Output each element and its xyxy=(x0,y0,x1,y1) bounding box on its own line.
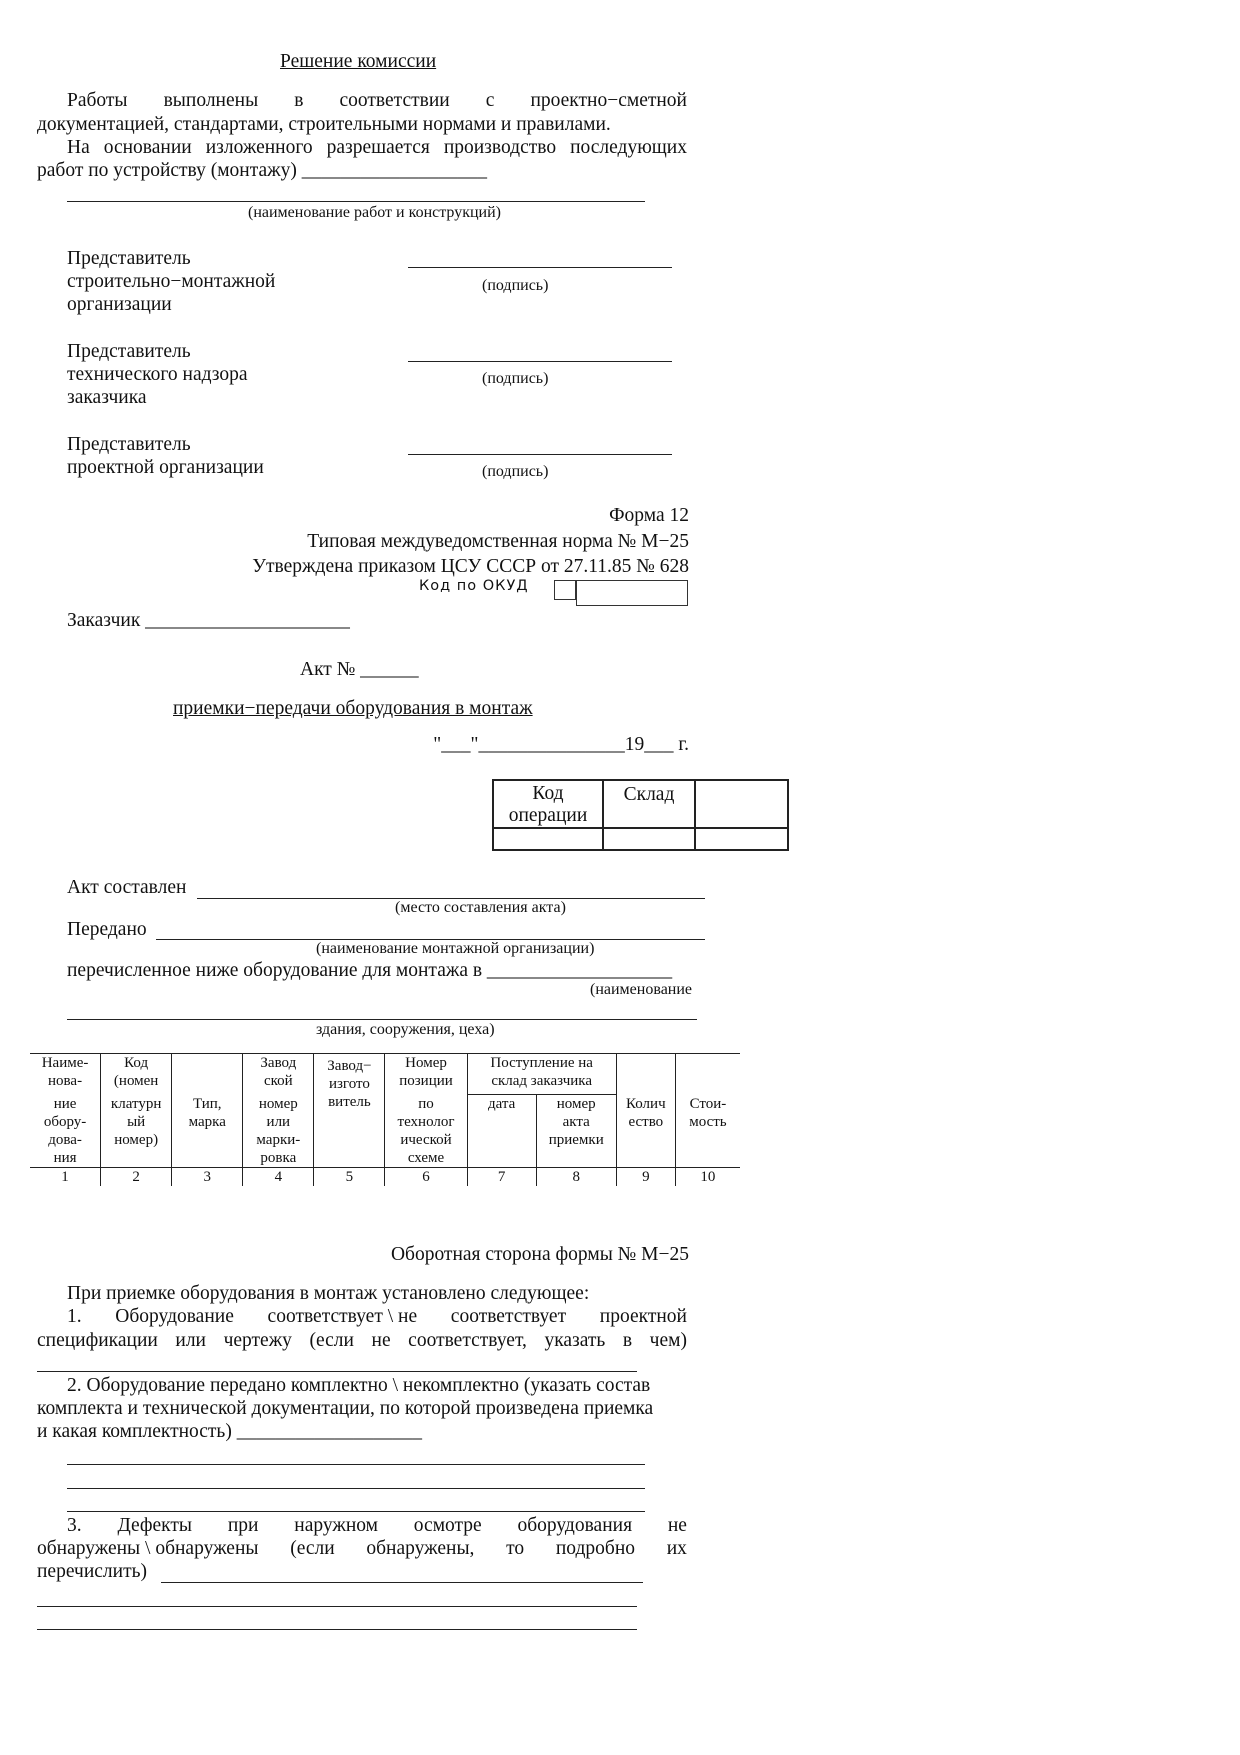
word: 3. xyxy=(67,1515,82,1536)
warehouse-header: Склад xyxy=(603,780,695,828)
word: обнаружены \ обнаружены xyxy=(37,1538,259,1559)
okud-code-box-small[interactable] xyxy=(554,580,576,600)
signature-line-design[interactable] xyxy=(408,454,672,455)
word: проектной xyxy=(599,1306,687,1327)
word: наружном xyxy=(294,1515,378,1536)
word: соответствии xyxy=(339,90,450,111)
commission-paragraph-1-line-2: документацией, стандартами, строительными нормами и правилами. xyxy=(37,114,611,135)
signature-block-design xyxy=(67,433,264,479)
word: Дефекты xyxy=(117,1515,193,1536)
signature-block-smo xyxy=(67,247,275,316)
form-number: Форма 12 xyxy=(609,505,689,526)
signature-caption: (подпись) xyxy=(482,370,549,387)
word: производство xyxy=(443,137,557,158)
word: не xyxy=(667,1515,687,1536)
eq-col-number: 2 xyxy=(101,1168,172,1187)
word: 1. xyxy=(67,1306,82,1327)
item2-line2: комплекта и технической документации, по которой произведена приемка xyxy=(37,1398,654,1419)
word: при xyxy=(227,1515,259,1536)
item2-line3[interactable]: и какая комплектность) ___________________ xyxy=(37,1421,422,1442)
eq-col6-head-cont: по технолог ической схеме xyxy=(385,1095,467,1168)
word: обнаружены, xyxy=(366,1538,475,1559)
item1-fill-line[interactable] xyxy=(37,1371,637,1372)
signature-line-smo[interactable] xyxy=(408,267,672,268)
word: с xyxy=(485,90,495,111)
item2-fill-line[interactable] xyxy=(67,1511,645,1512)
signature-caption: (подпись) xyxy=(482,463,549,480)
commission-title: Решение комиссии xyxy=(280,51,437,72)
signature-block-supervision xyxy=(67,340,248,409)
word: то xyxy=(506,1538,525,1559)
word: основании xyxy=(103,137,192,158)
item2-line1: 2. Оборудование передано комплектно \ некомплектно (указать состав xyxy=(67,1375,651,1396)
commission-paragraph-1-line-1 xyxy=(67,89,687,112)
signature-caption: (подпись) xyxy=(482,277,549,294)
word: чем) xyxy=(649,1330,687,1351)
eq-col7-head: дата xyxy=(467,1095,536,1168)
word: подробно xyxy=(555,1538,636,1559)
item3-fill-line[interactable] xyxy=(161,1582,643,1583)
eq-col4-head: Завод ской xyxy=(243,1054,314,1095)
eq-col10-head: Стои- мость xyxy=(675,1054,740,1168)
word: спецификации xyxy=(37,1330,158,1351)
word: выполнены xyxy=(163,90,259,111)
commission-paragraph-2-line-1 xyxy=(67,136,687,159)
op-extra-cell[interactable] xyxy=(695,828,788,850)
reverse-intro: При приемке оборудования в монтаж установлено следующее: xyxy=(67,1283,590,1304)
okud-code-box[interactable] xyxy=(576,580,688,606)
word: проектно−сметной xyxy=(530,90,687,111)
word: (если xyxy=(290,1538,335,1559)
eq-col-number: 5 xyxy=(314,1168,385,1187)
signature-label-line: проектной организации xyxy=(67,457,264,478)
eq-col2-head: Код (номен xyxy=(101,1054,172,1095)
item3-line2 xyxy=(37,1537,687,1560)
commission-paragraph-2-line-2: работ по устройству (монтажу) ___________________ xyxy=(37,160,487,181)
word: их xyxy=(666,1538,687,1559)
item2-fill-line[interactable] xyxy=(67,1488,645,1489)
works-fill-line[interactable] xyxy=(67,201,645,202)
eq-col9-head: Колич ество xyxy=(616,1054,675,1168)
eq-col-number: 9 xyxy=(616,1168,675,1187)
signature-label-line: организации xyxy=(67,294,172,315)
act-number[interactable]: Акт № ______ xyxy=(300,659,419,680)
word: На xyxy=(67,137,90,158)
listed-equipment-line[interactable]: перечисленное ниже оборудование для монтажа в ___________________ xyxy=(67,960,673,981)
word: соответствует \ не xyxy=(267,1306,418,1327)
warehouse-cell[interactable] xyxy=(603,828,695,850)
signature-label-line: Представитель xyxy=(67,434,191,455)
word: Оборудование xyxy=(115,1306,234,1327)
equipment-table xyxy=(30,1053,740,1186)
word: изложенного xyxy=(205,137,313,158)
eq-col3-head: Тип, марка xyxy=(172,1054,243,1168)
eq-col8-head: номер акта приемки xyxy=(536,1095,616,1168)
op-extra-header xyxy=(695,780,788,828)
okud-label: Код по ОКУД xyxy=(419,578,529,594)
word: в xyxy=(294,90,304,111)
word: разрешается xyxy=(326,137,430,158)
word: последующих xyxy=(570,137,687,158)
word: не xyxy=(371,1330,391,1351)
listed-caption: (наименование xyxy=(590,981,693,998)
op-code-header: Код операции xyxy=(493,780,603,828)
word: Работы xyxy=(67,90,128,111)
eq-col5-head: Завод− изгото витель xyxy=(314,1054,385,1168)
act-subtitle: приемки−передачи оборудования в монтаж xyxy=(173,698,533,719)
building-line[interactable] xyxy=(67,1019,697,1020)
eq-col1-head-cont: ние обору- дова- ния xyxy=(43,1095,87,1166)
eq-col2-head-cont: клатурн ый номер) xyxy=(101,1095,172,1168)
eq-col1-head: Наиме- нова- xyxy=(30,1054,101,1095)
works-caption: (наименование работ и конструкций) xyxy=(248,204,501,221)
building-caption: здания, сооружения, цеха) xyxy=(316,1021,495,1038)
signature-line-supervision[interactable] xyxy=(408,361,672,362)
item3-line3: перечислить) xyxy=(37,1561,147,1582)
eq-col4-head-cont: номер или марки- ровка xyxy=(243,1095,314,1168)
word: в xyxy=(622,1330,633,1351)
act-compiled-caption: (место составления акта) xyxy=(395,899,566,916)
word: осмотре xyxy=(413,1515,482,1536)
eq-col-number: 4 xyxy=(243,1168,314,1187)
eq-col-number: 7 xyxy=(467,1168,536,1187)
customer-field[interactable]: Заказчик _____________________ xyxy=(67,610,350,631)
form-norm: Типовая междуведомственная норма № М−25 xyxy=(307,531,689,552)
signature-label-line: технического надзора xyxy=(67,364,248,385)
item3-line1 xyxy=(67,1514,687,1537)
eq-col-number: 1 xyxy=(30,1168,101,1187)
word: чертежу xyxy=(223,1330,292,1351)
eq-col-number: 8 xyxy=(536,1168,616,1187)
word: или xyxy=(175,1330,206,1351)
signature-label-line: строительно−монтажной xyxy=(67,271,276,292)
item3-fill-line[interactable] xyxy=(37,1629,637,1630)
signature-label-line: заказчика xyxy=(67,387,147,408)
eq-col-number: 6 xyxy=(385,1168,467,1187)
form-approved: Утверждена приказом ЦСУ СССР от 27.11.85 № 628 xyxy=(252,556,689,577)
transferred-caption: (наименование монтажной организации) xyxy=(316,940,595,957)
operation-table xyxy=(492,779,789,851)
word: указать xyxy=(544,1330,606,1351)
signature-label-line: Представитель xyxy=(67,248,191,269)
eq-col6-head: Номер позиции xyxy=(385,1054,467,1095)
word: (если xyxy=(309,1330,354,1351)
item1-line1 xyxy=(67,1305,687,1328)
act-compiled-label: Акт составлен xyxy=(67,877,187,898)
eq-col-number: 10 xyxy=(675,1168,740,1187)
word: соответствует xyxy=(450,1306,567,1327)
act-date[interactable]: "___"_______________19___ г. xyxy=(433,734,689,755)
op-code-cell[interactable] xyxy=(493,828,603,850)
eq-receipt-head: Поступление на склад заказчика xyxy=(467,1054,616,1095)
item3-fill-line[interactable] xyxy=(37,1606,637,1607)
word: оборудования xyxy=(517,1515,633,1536)
word: соответствует, xyxy=(408,1330,527,1351)
item2-fill-line[interactable] xyxy=(67,1464,645,1465)
item1-line2 xyxy=(37,1329,687,1352)
eq-col-number: 3 xyxy=(172,1168,243,1187)
signature-label-line: Представитель xyxy=(67,341,191,362)
transferred-label: Передано xyxy=(67,919,147,940)
reverse-title: Оборотная сторона формы № М−25 xyxy=(390,1244,689,1265)
